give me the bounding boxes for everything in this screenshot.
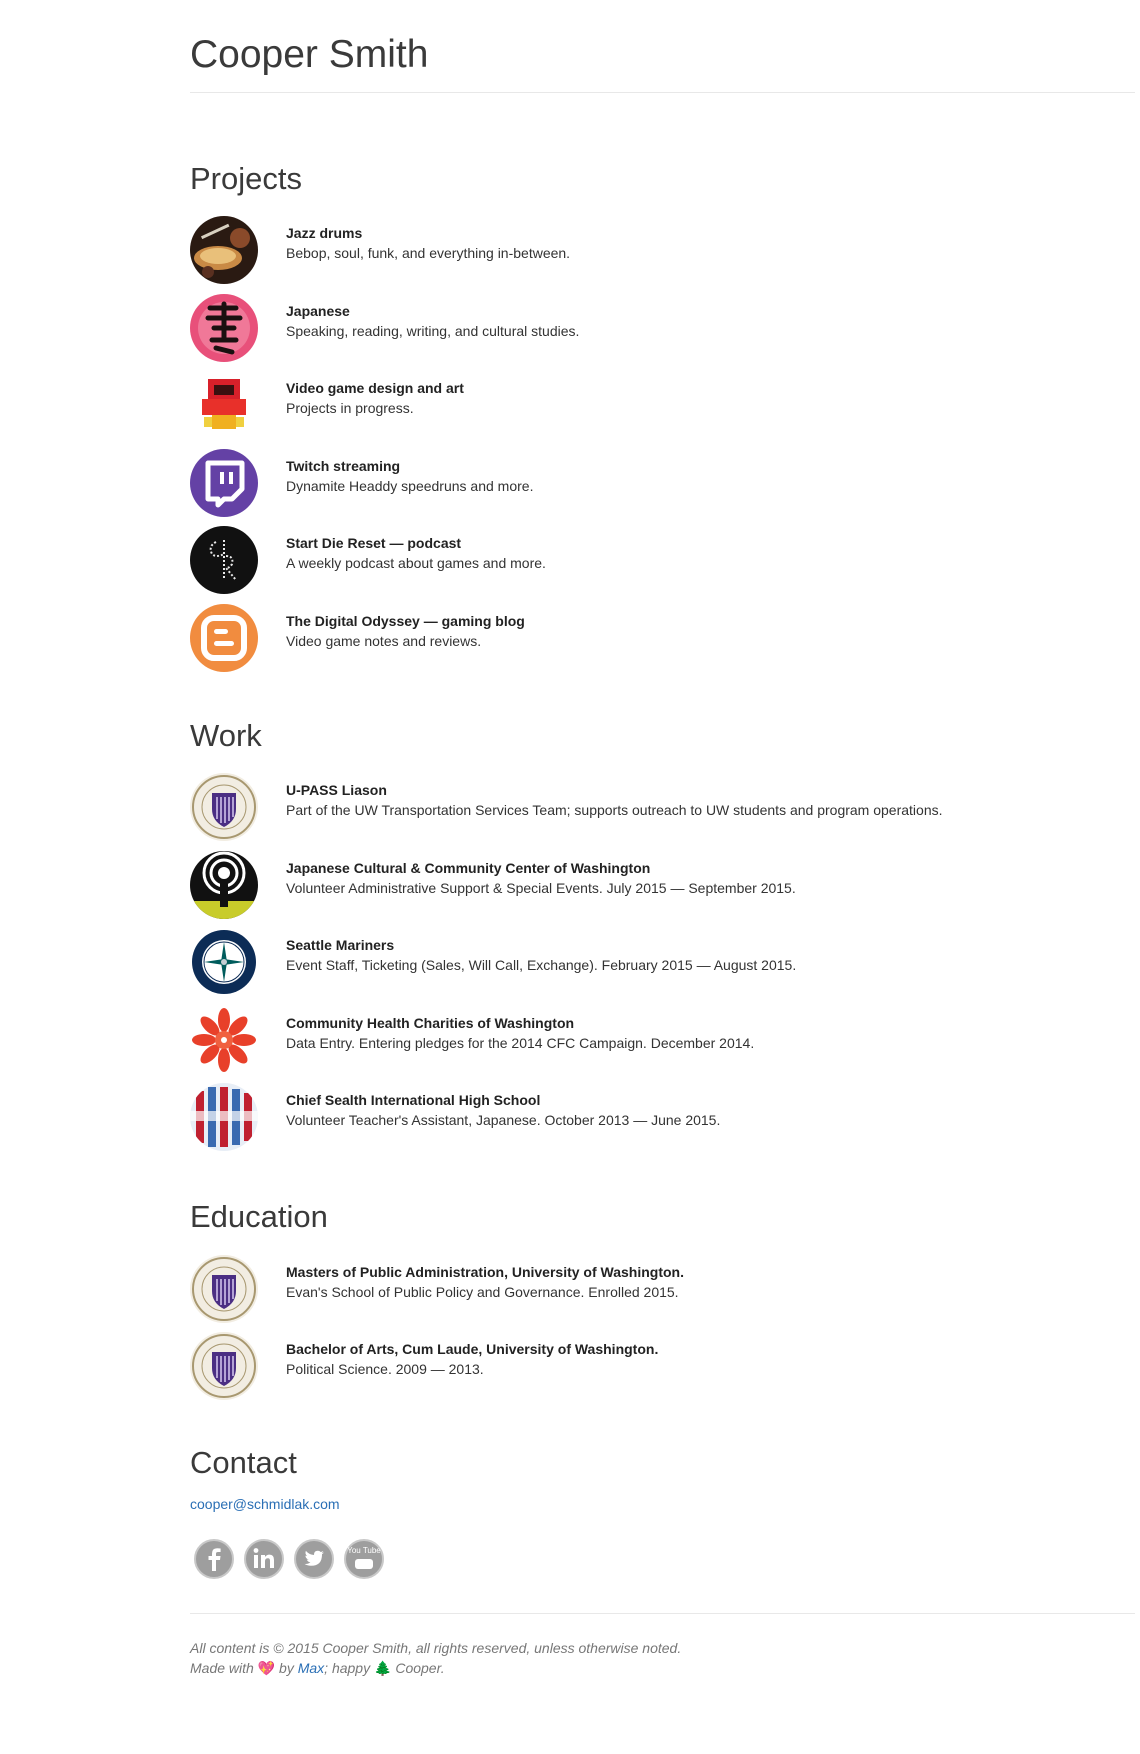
footer-divider	[190, 1613, 1135, 1614]
work-item-mariners[interactable]	[190, 928, 1135, 998]
project-title[interactable]: Twitch streaming	[286, 458, 401, 474]
work-heading: Work	[190, 718, 262, 753]
education-heading: Education	[190, 1199, 328, 1234]
work-item-jcccw[interactable]	[190, 851, 1135, 921]
work-title: Community Health Charities of Washington	[286, 1015, 575, 1031]
blogger-icon	[190, 604, 258, 672]
project-description: Dynamite Headdy speedruns and more.	[286, 478, 534, 494]
email-link[interactable]: cooper@schmidlak.com	[190, 1496, 340, 1512]
education-description: Political Science. 2009 — 2013.	[286, 1361, 484, 1377]
project-item-jazz-drums[interactable]	[190, 216, 1135, 286]
tree-icon: 🌲	[374, 1660, 392, 1676]
work-item-upass[interactable]	[190, 773, 1135, 843]
project-description: Speaking, reading, writing, and cultural studies.	[286, 323, 580, 339]
contact-heading: Contact	[190, 1445, 297, 1480]
jcccw-logo-icon	[190, 851, 258, 919]
twitter-link[interactable]	[294, 1539, 334, 1579]
project-item-podcast[interactable]	[190, 526, 1135, 596]
linkedin-icon	[246, 1541, 282, 1577]
work-description: Data Entry. Entering pledges for the 2014 CFC Campaign. December 2014.	[286, 1035, 755, 1051]
footer-by: by	[279, 1660, 294, 1676]
linkedin-link[interactable]	[244, 1539, 284, 1579]
mariners-logo-icon	[190, 928, 258, 996]
project-title[interactable]: Video game design and art	[286, 380, 464, 396]
twitter-icon	[296, 1541, 332, 1577]
education-item-ba	[190, 1332, 1135, 1402]
uw-seal-icon	[190, 1332, 258, 1400]
education-description: Evan's School of Public Policy and Governance. Enrolled 2015.	[286, 1284, 679, 1300]
education-item-mpa	[190, 1255, 1135, 1325]
footer-happy: ; happy	[324, 1660, 371, 1676]
footer-copyright: All content is © 2015 Cooper Smith, all rights reserved, unless otherwise noted.	[190, 1640, 682, 1656]
uw-seal-icon	[190, 1255, 258, 1323]
work-item-community-health[interactable]	[190, 1006, 1135, 1076]
footer-made-with: Made with	[190, 1660, 254, 1676]
project-title[interactable]: Japanese	[286, 303, 350, 319]
author-link[interactable]: Max	[297, 1660, 325, 1676]
project-description: A weekly podcast about games and more.	[286, 555, 546, 571]
youtube-link[interactable]	[344, 1539, 384, 1579]
project-item-video-game[interactable]	[190, 371, 1135, 441]
podcast-logo-icon	[190, 526, 258, 594]
uw-seal-icon	[190, 773, 258, 841]
flower-logo-icon	[190, 1006, 258, 1074]
japanese-calligraphy-icon	[190, 294, 258, 362]
facebook-icon	[196, 1541, 232, 1577]
project-description: Bebop, soul, funk, and everything in-between.	[286, 245, 571, 261]
project-description: Video game notes and reviews.	[286, 633, 482, 649]
work-title: Japanese Cultural & Community Center of Washington	[286, 860, 651, 876]
work-item-chief-sealth[interactable]	[190, 1083, 1135, 1153]
heart-icon: 💖	[257, 1660, 276, 1676]
project-title[interactable]: Start Die Reset — podcast	[286, 535, 462, 551]
facebook-link[interactable]	[194, 1539, 234, 1579]
work-title: U-PASS Liason	[286, 782, 387, 798]
header-divider	[190, 92, 1135, 93]
twitch-icon	[190, 449, 258, 517]
work-title: Chief Sealth International High School	[286, 1092, 541, 1108]
work-description: Volunteer Administrative Support & Special Events. July 2015 — September 2015.	[286, 880, 796, 896]
work-description: Event Staff, Ticketing (Sales, Will Call, Exchange). February 2015 — August 2015.	[286, 957, 797, 973]
footer-credits	[190, 1660, 445, 1677]
education-title: Bachelor of Arts, Cum Laude, University of Washington.	[286, 1341, 659, 1357]
work-title: Seattle Mariners	[286, 937, 395, 953]
project-item-blog[interactable]	[190, 604, 1135, 674]
youtube-label: You Tube	[347, 1546, 381, 1555]
project-description: Projects in progress.	[286, 400, 414, 416]
project-item-twitch[interactable]	[190, 449, 1135, 519]
site-title[interactable]: Cooper Smith	[190, 33, 429, 76]
project-title[interactable]: Jazz drums	[286, 225, 363, 241]
school-logo-icon	[190, 1083, 258, 1151]
project-item-japanese[interactable]	[190, 294, 1135, 364]
work-description: Part of the UW Transportation Services Team; supports outreach to UW students and program operations.	[286, 802, 943, 818]
project-title[interactable]: The Digital Odyssey — gaming blog	[286, 613, 525, 629]
drums-photo-icon	[190, 216, 258, 284]
projects-heading: Projects	[190, 161, 302, 196]
pixel-art-icon	[190, 371, 258, 439]
footer-owner: Cooper.	[395, 1660, 445, 1676]
work-description: Volunteer Teacher's Assistant, Japanese. October 2013 — June 2015.	[286, 1112, 721, 1128]
education-title: Masters of Public Administration, University of Washington.	[286, 1264, 685, 1280]
